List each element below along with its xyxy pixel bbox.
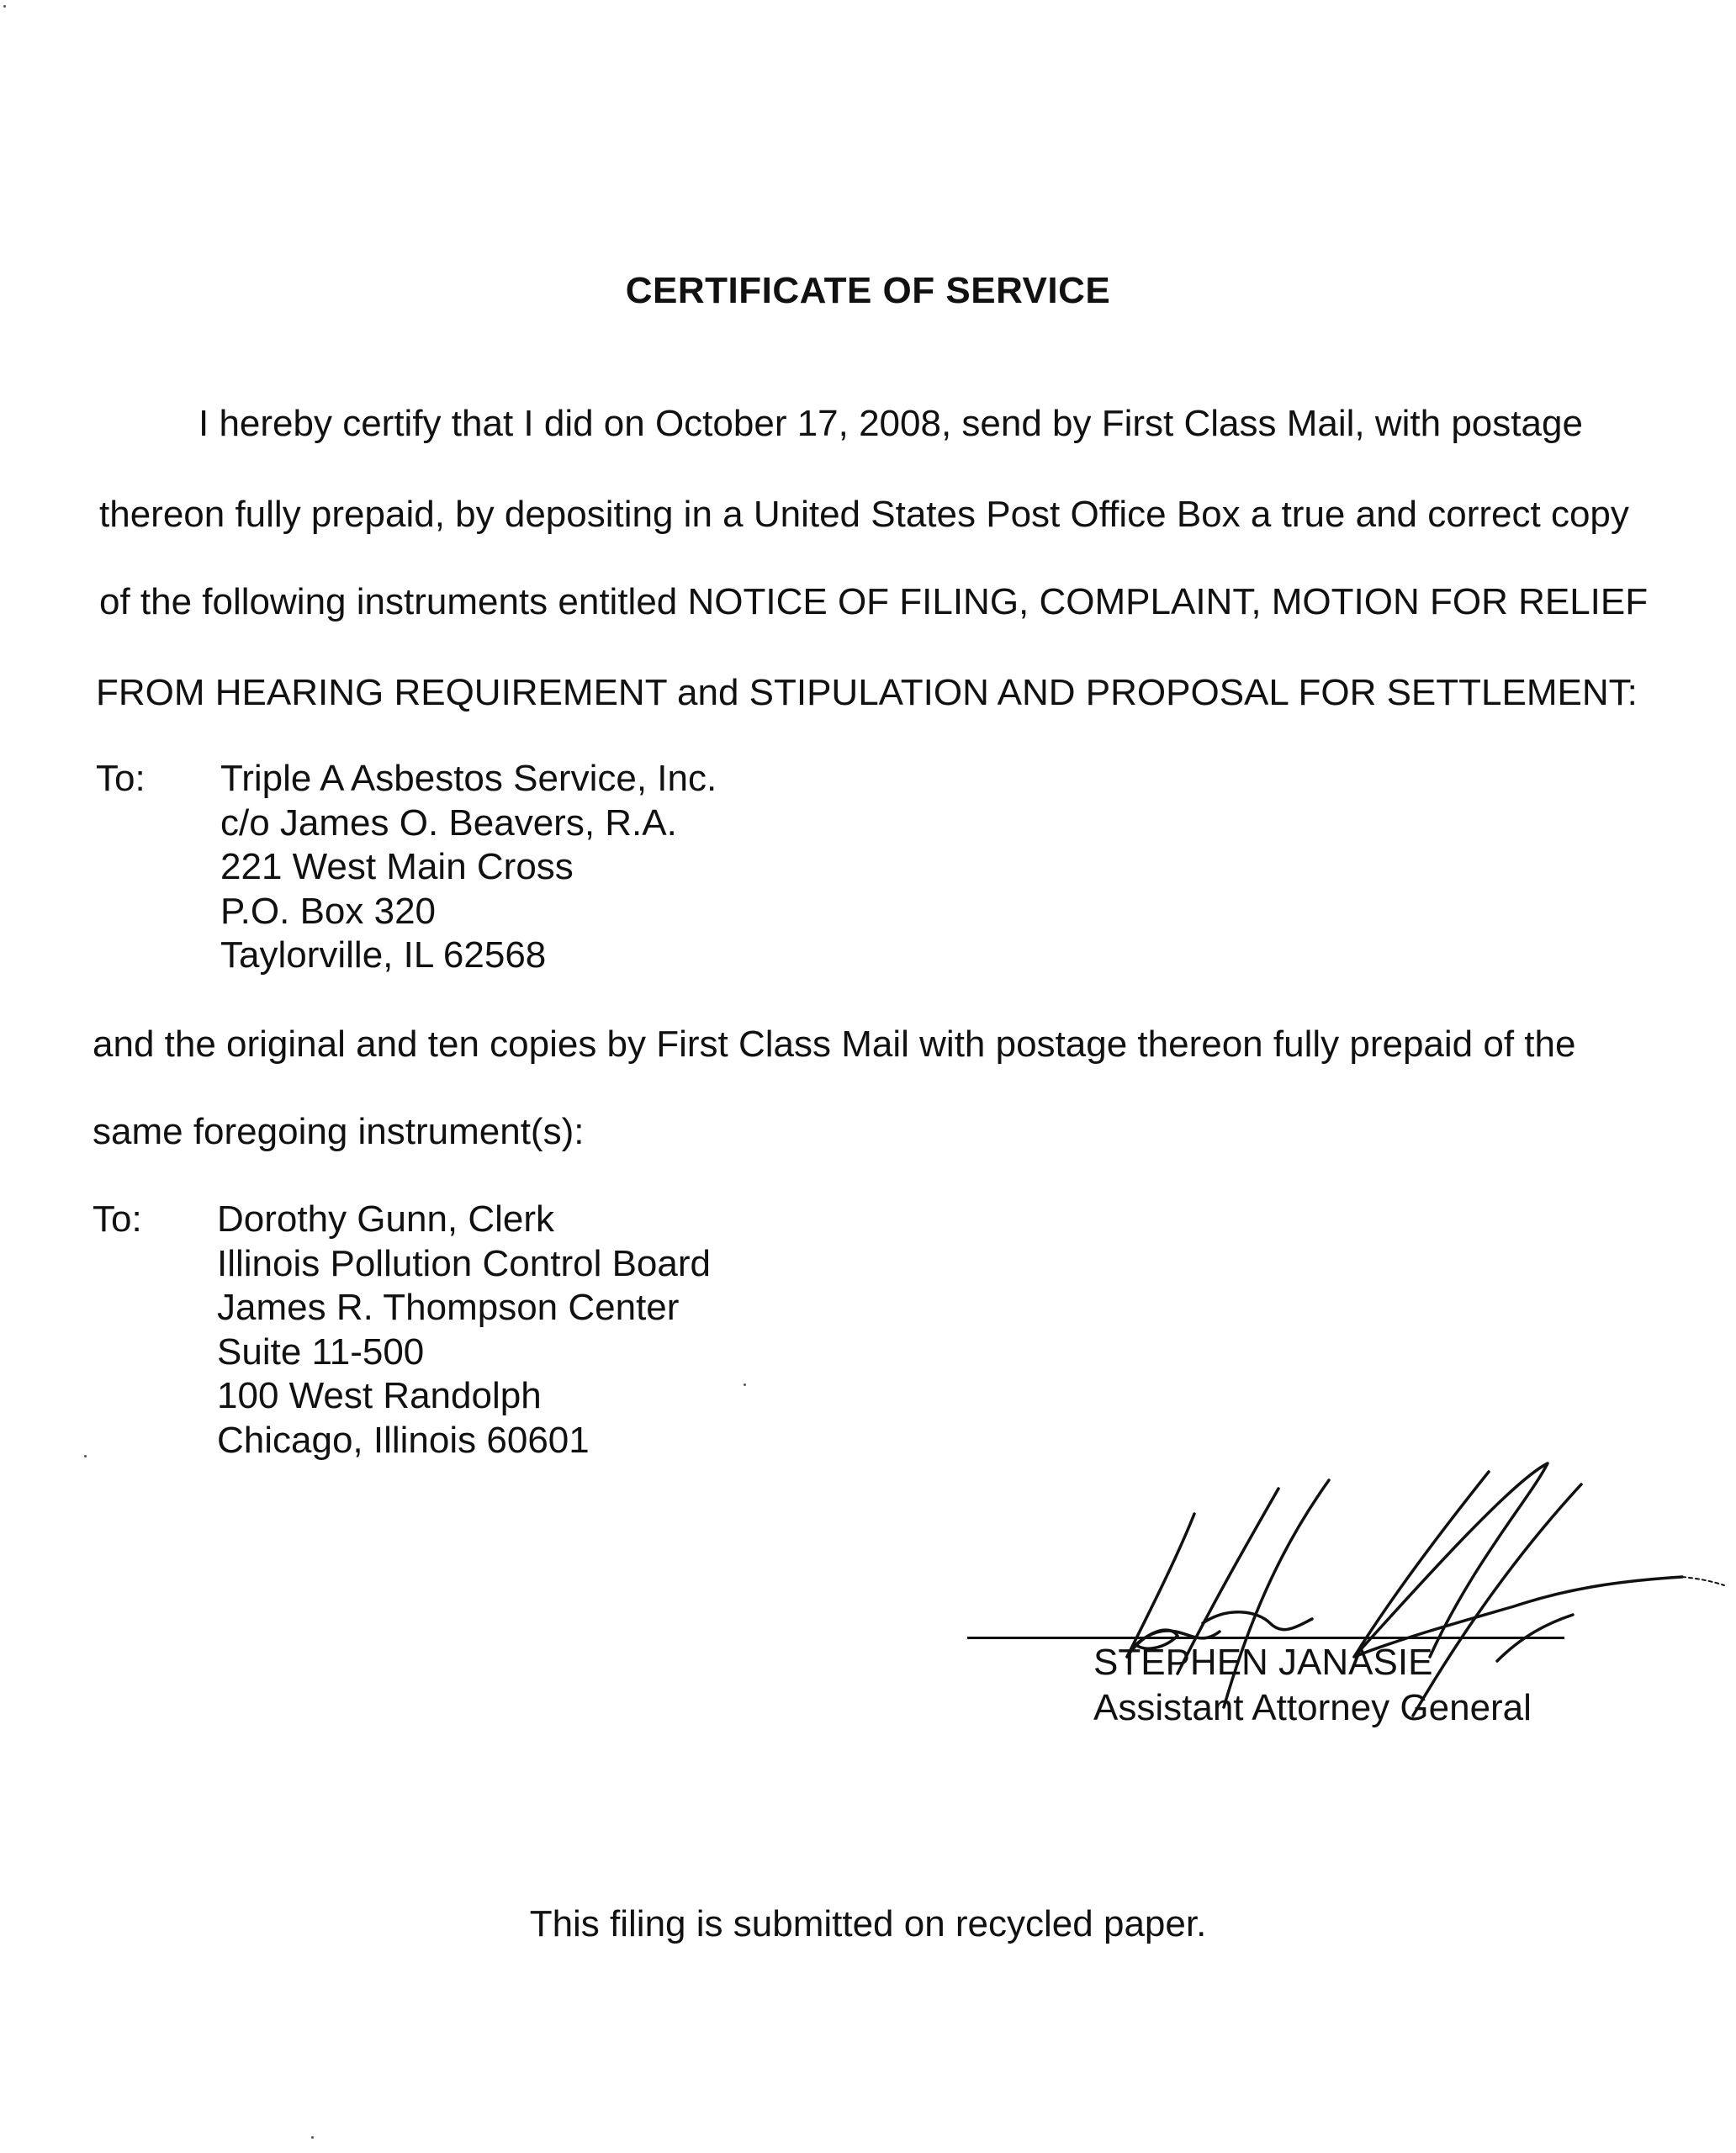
handwritten-signature — [1077, 1463, 1733, 1732]
scan-speck — [744, 1383, 746, 1386]
recipient1-line3: 221 West Main Cross — [220, 846, 574, 887]
recipient2-label: To: — [93, 1198, 142, 1240]
recipient1-label: To: — [96, 758, 146, 799]
signer-title: Assistant Attorney General — [1093, 1687, 1532, 1728]
scan-speck — [3, 5, 6, 8]
paragraph2-line2: same foregoing instrument(s): — [93, 1111, 585, 1152]
paragraph1-line3: of the following instruments entitled NOTICE OF FILING, COMPLAINT, MOTION FOR RELIEF — [99, 581, 1649, 622]
signer-name: STEPHEN JANASIE — [1093, 1642, 1433, 1683]
document-title: CERTIFICATE OF SERVICE — [625, 270, 1111, 311]
paragraph1-line1: I hereby certify that I did on October 17, 2008, send by First Class Mail, with postage — [198, 403, 1583, 444]
footer-note: This filing is submitted on recycled paper. — [529, 1903, 1207, 1944]
scan-speck — [311, 2136, 314, 2139]
recipient1-line1: Triple A Asbestos Service, Inc. — [220, 758, 717, 799]
scan-speck — [84, 1455, 87, 1457]
recipient1-line2: c/o James O. Beavers, R.A. — [220, 801, 677, 844]
paragraph1-line4: FROM HEARING REQUIREMENT and STIPULATION AND PROPOSAL FOR SETTLEMENT: — [96, 672, 1638, 713]
recipient1-line5: Taylorville, IL 62568 — [220, 934, 547, 976]
recipient2-line3: James R. Thompson Center — [217, 1287, 680, 1328]
recipient2-line1: Dorothy Gunn, Clerk — [217, 1198, 555, 1240]
paragraph2-line1: and the original and ten copies by First Class Mail with postage thereon fully prepaid of the — [93, 1024, 1576, 1065]
recipient2-line5: 100 West Randolph — [217, 1375, 542, 1416]
recipient1-line4: P.O. Box 320 — [220, 890, 437, 932]
recipient2-line6: Chicago, Illinois 60601 — [217, 1419, 590, 1461]
recipient2-address — [217, 1198, 711, 1463]
paragraph1-line2: thereon fully prepaid, by depositing in a United States Post Office Box a true and correct copy — [99, 494, 1629, 535]
recipient1-address — [220, 757, 717, 978]
recipient2-line2: Illinois Pollution Control Board — [217, 1242, 711, 1284]
recipient2-line4: Suite 11-500 — [217, 1330, 425, 1373]
